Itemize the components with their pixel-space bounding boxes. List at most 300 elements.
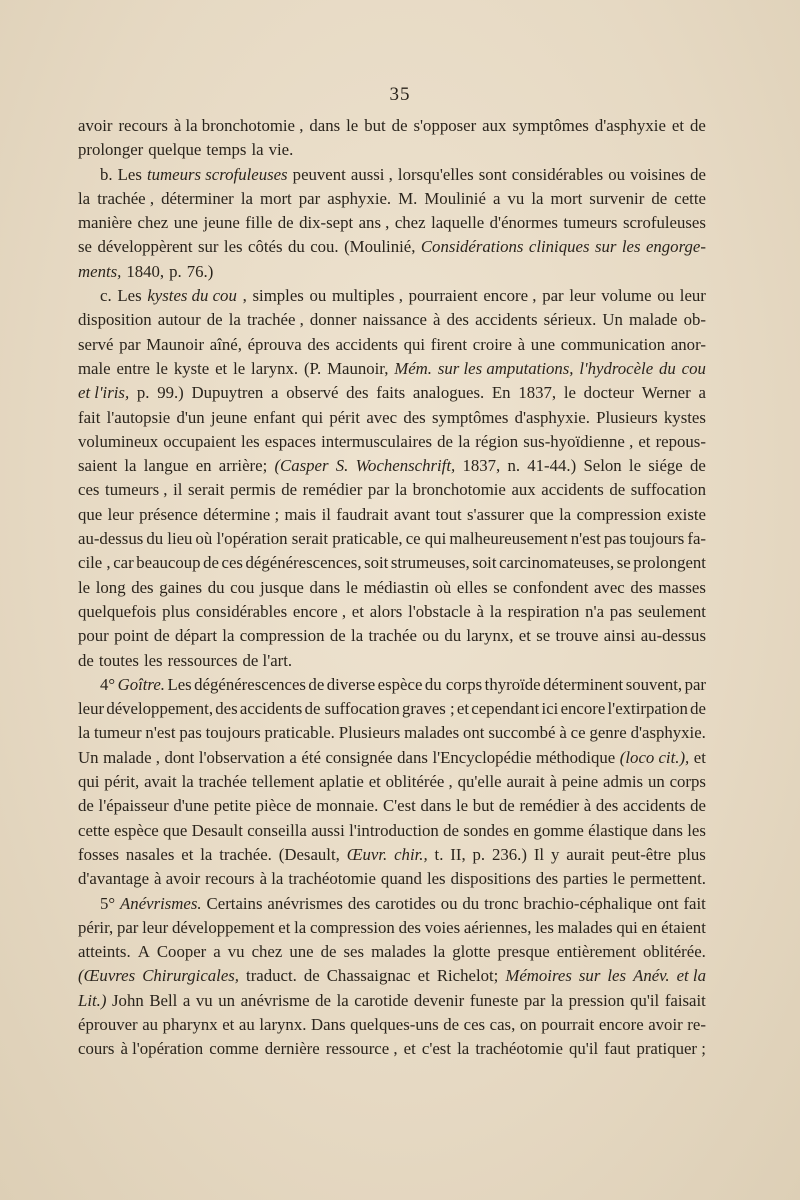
text-word: multiples , — [332, 286, 403, 306]
text-line — [78, 114, 706, 138]
text-word: Les — [117, 286, 142, 306]
text-word: des — [535, 869, 559, 889]
text-word: toujours — [629, 529, 685, 549]
text-word: Certains — [206, 893, 263, 913]
text-word: trachée — [198, 772, 247, 792]
text-word: fait — [78, 407, 101, 427]
text-word: trachéotomie — [288, 869, 376, 889]
text-word: de — [78, 796, 94, 816]
text-word: fille — [245, 213, 273, 233]
text-word: Un — [602, 310, 623, 330]
text-word: gaines — [159, 577, 203, 597]
text-word: n'est — [145, 723, 176, 743]
text-word: à la bronchotomie , — [173, 116, 304, 135]
text-word: se — [493, 577, 508, 597]
text-word: remédier — [519, 796, 580, 816]
text-word: cas, — [489, 1014, 516, 1034]
text-word: occupaient — [163, 431, 236, 451]
text-word: cours — [78, 1039, 115, 1059]
text-word: kyste — [173, 358, 210, 378]
text-word: a — [698, 383, 706, 403]
text-word: cou. — [310, 237, 339, 257]
text-word: et la — [676, 966, 706, 986]
text-word: une — [530, 334, 556, 354]
text-word: donner — [309, 310, 357, 330]
text-word: d'un — [176, 407, 205, 427]
text-word: et — [693, 747, 706, 767]
text-word: tronc — [484, 893, 519, 913]
text-word: pratiquer ; — [636, 1039, 706, 1059]
text-word: arrière; — [218, 456, 268, 476]
text-word: traduct. — [246, 966, 297, 986]
text-word: toutes — [98, 650, 139, 670]
text-word: et — [278, 917, 291, 937]
text-word: pas — [603, 529, 627, 549]
text-word: l'Encyclopédie — [432, 747, 532, 767]
text-word: que — [529, 504, 554, 524]
text-word: ou — [440, 893, 458, 913]
text-word: le — [346, 116, 359, 135]
text-word: tellement — [251, 772, 315, 792]
text-word: d'asphyxie. — [514, 407, 590, 427]
text-word: au-dessus — [78, 529, 144, 549]
text-word: masses — [658, 577, 706, 597]
text-word: une — [289, 942, 314, 962]
text-word: Chassaignac — [326, 966, 411, 986]
text-word: été — [301, 747, 321, 767]
text-word: John — [112, 990, 144, 1010]
text-word: espèce — [114, 820, 159, 840]
text-word: n'a — [585, 601, 605, 621]
text-line — [78, 381, 706, 405]
text-line — [78, 576, 706, 600]
text-word: au — [238, 1014, 255, 1034]
text-word: qu'il — [569, 1039, 599, 1059]
text-word: en — [641, 917, 658, 937]
text-word: et — [351, 601, 364, 621]
text-word: scrofuleuses — [622, 213, 706, 233]
text-word: du — [659, 358, 676, 378]
text-word: de — [690, 796, 706, 816]
text-word: de — [153, 626, 170, 646]
text-word: chez — [394, 213, 426, 233]
text-word: genre — [589, 723, 627, 743]
text-word: consignée — [325, 747, 393, 767]
text-word: de — [206, 310, 223, 330]
text-word: du lieu — [146, 529, 193, 549]
text-word: prolonger — [78, 140, 144, 160]
text-word: 5° — [100, 893, 116, 913]
text-line — [78, 260, 706, 284]
text-word: d'énormes — [489, 213, 558, 233]
text-word: au-dessus — [640, 626, 706, 646]
text-word: re- — [687, 1014, 706, 1034]
text-word: II, — [450, 844, 466, 864]
text-word: Les — [167, 674, 192, 694]
text-word: servé — [78, 334, 114, 354]
text-word: l'hydrocèle — [579, 358, 654, 378]
text-word: saient — [78, 456, 118, 476]
text-word: du — [462, 893, 480, 913]
text-word: simples — [252, 286, 304, 306]
text-line — [78, 940, 706, 964]
text-line — [78, 187, 706, 211]
text-word: but — [364, 116, 386, 135]
text-word: ob- — [683, 310, 706, 330]
text-word: mais — [284, 504, 317, 524]
text-word: docteur — [583, 383, 634, 403]
text-word: l'introduction — [349, 820, 439, 840]
text-word: cliniques — [528, 237, 590, 257]
text-word: par — [119, 334, 141, 354]
text-word: Werner — [641, 383, 691, 403]
text-word: des — [630, 577, 653, 597]
text-word: leur — [107, 504, 134, 524]
text-word: 236.) — [492, 844, 527, 864]
text-word: les — [426, 869, 446, 889]
text-word: Selon — [583, 456, 622, 476]
text-word: cou — [230, 577, 255, 597]
text-word: 1837, — [518, 383, 557, 403]
text-word: presque — [497, 942, 550, 962]
text-word: cile , — [78, 553, 111, 573]
text-word: et l'iris, — [78, 383, 130, 403]
text-word: voisines — [630, 164, 686, 184]
text-word: la — [200, 844, 213, 864]
text-word: de — [203, 553, 219, 573]
text-word: qu'elle — [457, 772, 502, 792]
text-word: tumeur — [94, 723, 142, 743]
text-word: laquelle — [431, 213, 485, 233]
text-word: Wochenschrift, — [355, 456, 456, 476]
text-word: en — [195, 456, 212, 476]
text-word: soit — [472, 553, 497, 573]
text-word: sérieux. — [543, 310, 597, 330]
text-word: à — [549, 772, 557, 792]
text-word: qui — [78, 772, 100, 792]
text-word: la — [433, 942, 446, 962]
text-word: espèce — [377, 674, 423, 694]
text-word: accidents — [475, 310, 538, 330]
text-word: ressource , — [325, 1039, 398, 1059]
text-word: de — [498, 796, 515, 816]
text-word: sondes — [463, 820, 509, 840]
text-line — [78, 357, 706, 381]
text-word: Anév. — [633, 966, 670, 986]
text-word: cou — [681, 358, 706, 378]
text-word: la — [550, 990, 563, 1010]
text-word: d'asphyxie. — [630, 723, 706, 743]
text-word: ans , — [358, 213, 390, 233]
text-word: leur — [78, 699, 105, 719]
text-word: accidents — [622, 796, 686, 816]
text-word: encore , — [483, 286, 537, 306]
text-word: Dans — [311, 1014, 346, 1034]
text-word: ou — [608, 164, 625, 184]
text-line — [78, 600, 706, 624]
text-word: l'obstacle — [408, 601, 471, 621]
text-line — [78, 454, 706, 478]
text-word: a — [213, 942, 221, 962]
text-word: beaucoup — [136, 553, 201, 573]
text-word: 41-44.) — [527, 456, 577, 476]
text-word: Plusieurs — [596, 407, 658, 427]
text-word: trachée , — [97, 188, 155, 208]
text-line — [78, 770, 706, 794]
text-word: chir., — [394, 844, 428, 864]
text-line — [78, 406, 706, 430]
text-word: long — [95, 577, 126, 597]
text-line — [78, 989, 706, 1013]
text-word: à l'opération — [120, 1039, 204, 1059]
text-line — [78, 794, 706, 818]
text-word: plus — [677, 844, 706, 864]
text-word: succombé — [488, 723, 556, 743]
text-word: pourraient — [408, 286, 478, 306]
text-word: de — [78, 650, 94, 670]
text-word: d'asphyxie — [594, 116, 666, 135]
text-word: vu — [507, 188, 525, 208]
text-word: malades — [371, 942, 427, 962]
text-word: but — [472, 796, 495, 816]
text-word: pièce — [255, 796, 292, 816]
text-word: par — [116, 917, 139, 937]
text-word: par — [542, 286, 564, 306]
text-word: en — [513, 820, 530, 840]
text-line — [78, 163, 706, 187]
text-word: volumineux — [78, 431, 159, 451]
text-word: firent — [430, 334, 468, 354]
text-word: Lit.) — [78, 990, 107, 1010]
text-word: le — [345, 577, 358, 597]
text-word: méthodique — [536, 747, 616, 767]
text-word: par — [684, 674, 706, 694]
text-word: pour — [78, 626, 109, 646]
text-word: voies — [424, 917, 461, 937]
text-word: p. — [169, 261, 182, 281]
text-word: la — [458, 431, 471, 451]
text-word: le — [155, 358, 168, 378]
text-word: avoir — [78, 116, 113, 135]
text-word: tumeurs , — [105, 480, 168, 500]
text-word: accidents — [239, 699, 303, 719]
text-word: pas — [609, 601, 633, 621]
text-word: Mém. — [394, 358, 432, 378]
text-word: développement — [171, 917, 275, 937]
text-word: ments, — [78, 261, 122, 281]
text-word: pourrait — [541, 1014, 595, 1034]
text-word: développèrent — [97, 237, 193, 257]
text-word: et — [518, 626, 531, 646]
text-word: Cooper — [156, 942, 207, 962]
text-word: kystes du cou — [147, 286, 237, 306]
text-word: ce qui — [405, 529, 447, 549]
text-word: ces — [78, 480, 100, 500]
text-word: des — [215, 699, 238, 719]
text-word: des — [595, 796, 619, 816]
text-word: compression — [310, 917, 395, 937]
text-word: déterminent — [543, 674, 624, 694]
text-word: analogues. — [412, 383, 485, 403]
text-word: région — [475, 431, 519, 451]
text-word: c'est — [421, 1039, 452, 1059]
text-word: 1840, — [126, 261, 165, 281]
text-word: à — [559, 723, 567, 743]
text-word: développement, — [106, 699, 214, 719]
text-word: périr, — [78, 917, 114, 937]
text-line — [78, 211, 706, 235]
text-word: temps — [206, 140, 247, 160]
text-word: déterminer — [161, 188, 234, 208]
text-word: des — [398, 917, 421, 937]
text-word: s'assurer — [467, 504, 525, 524]
text-word: dernière — [264, 1039, 320, 1059]
text-word: carcinomateuses, — [499, 553, 615, 573]
text-word: comme — [209, 1039, 259, 1059]
text-line — [78, 308, 706, 332]
text-word: survenir — [589, 188, 645, 208]
text-word: avait — [144, 772, 177, 792]
text-word: n'est — [570, 529, 601, 549]
text-word: aplatie — [319, 772, 364, 792]
text-word: considérables — [195, 601, 288, 621]
text-word: l'extirpation — [607, 699, 688, 719]
text-word: un — [218, 990, 236, 1010]
text-word: trouve — [555, 626, 599, 646]
text-line — [78, 1037, 706, 1061]
text-word: aurait — [506, 772, 545, 792]
text-word: avec — [593, 577, 625, 597]
text-word: respiration — [507, 601, 580, 621]
text-word: les — [687, 820, 706, 840]
text-word: corps — [669, 772, 706, 792]
text-line — [78, 697, 706, 721]
text-word: sur les amputations, — [437, 358, 574, 378]
text-word: faits — [376, 383, 406, 403]
text-word: avec — [366, 407, 398, 427]
text-word: A — [137, 942, 150, 962]
text-word: quand — [380, 869, 422, 889]
text-word: Richelot; — [436, 966, 499, 986]
text-word: le — [628, 456, 642, 476]
text-word: dont — [164, 747, 195, 767]
text-word: Chirurgicales, — [142, 966, 239, 986]
text-word: strumeuses, — [390, 553, 470, 573]
text-word: anévrisme — [240, 990, 310, 1010]
text-word: des — [403, 407, 426, 427]
text-word: les — [535, 917, 554, 937]
text-word: autour — [157, 310, 201, 330]
text-word: trachée. — [219, 844, 272, 864]
text-word: pression — [568, 990, 625, 1010]
text-word: dans — [652, 820, 683, 840]
text-word: En — [491, 383, 511, 403]
text-word: glotte — [452, 942, 491, 962]
text-word: soit — [364, 553, 389, 573]
text-word: ainsi — [603, 626, 636, 646]
text-word: périt, — [104, 772, 140, 792]
text-word: de — [443, 820, 459, 840]
text-word: sur — [594, 237, 617, 257]
text-word: recours — [205, 869, 255, 889]
text-word: il — [173, 480, 183, 500]
text-word: l'observation — [198, 747, 285, 767]
text-word: et — [638, 431, 651, 451]
text-word: cette — [78, 820, 110, 840]
text-line — [78, 746, 706, 770]
text-word: monnaie. — [316, 796, 379, 816]
text-word: fait — [683, 893, 706, 913]
text-word: élastique — [588, 820, 648, 840]
text-word: par — [298, 188, 321, 208]
text-word: du — [207, 577, 225, 597]
text-word: ou — [309, 286, 327, 306]
text-word: b. — [100, 164, 113, 184]
text-word: enfant — [253, 407, 296, 427]
text-word: carotide — [354, 990, 409, 1010]
text-word: cependant — [471, 699, 540, 719]
text-word: la — [531, 188, 544, 208]
text-word: suffocation — [630, 480, 706, 500]
text-word: a — [182, 990, 191, 1010]
text-word: détermine ; — [203, 504, 280, 524]
text-word: faut — [604, 1039, 631, 1059]
text-word: de — [437, 431, 453, 451]
text-word: du corps — [424, 674, 483, 694]
text-word: (Desault, — [278, 844, 340, 864]
text-word: et — [417, 966, 430, 986]
text-word: chez — [251, 942, 283, 962]
text-word: on — [519, 1014, 537, 1034]
text-word: de — [308, 674, 325, 694]
text-word: médiastin — [363, 577, 429, 597]
text-word: aux — [482, 116, 507, 135]
text-word: , — [242, 286, 247, 306]
text-word: seulement — [637, 601, 706, 621]
text-word: où l'opération serait praticable, — [195, 529, 403, 549]
text-word: et — [368, 772, 381, 792]
text-word: larynx. — [259, 1014, 307, 1034]
text-word: l'autopsie — [106, 407, 171, 427]
text-word: ses — [343, 942, 365, 962]
text-word: dans — [420, 796, 452, 816]
text-word: de — [391, 116, 408, 135]
text-word: Mémoires — [505, 966, 572, 986]
text-word: par — [367, 480, 390, 500]
text-word: mort — [260, 188, 292, 208]
text-word: et — [403, 1039, 416, 1059]
text-word: funeste — [469, 990, 519, 1010]
text-word: qui — [403, 334, 426, 354]
text-word: lorsqu'elles — [397, 164, 474, 184]
text-word: et — [671, 116, 685, 135]
text-word: leur — [142, 917, 169, 937]
text-word: se — [78, 237, 92, 257]
text-word: ici — [541, 699, 559, 719]
text-word: oblitérée. — [642, 942, 706, 962]
text-word: M. — [398, 188, 418, 208]
text-word: aux — [511, 480, 536, 500]
text-word: carotides — [375, 893, 436, 913]
text-line — [78, 138, 706, 162]
text-word: la — [394, 480, 408, 500]
text-word: la — [240, 188, 253, 208]
text-word: malades — [557, 917, 613, 937]
text-word: mort — [550, 188, 583, 208]
text-word: étaient — [661, 917, 706, 937]
text-word: c. — [100, 286, 112, 306]
text-word: encore — [560, 699, 606, 719]
